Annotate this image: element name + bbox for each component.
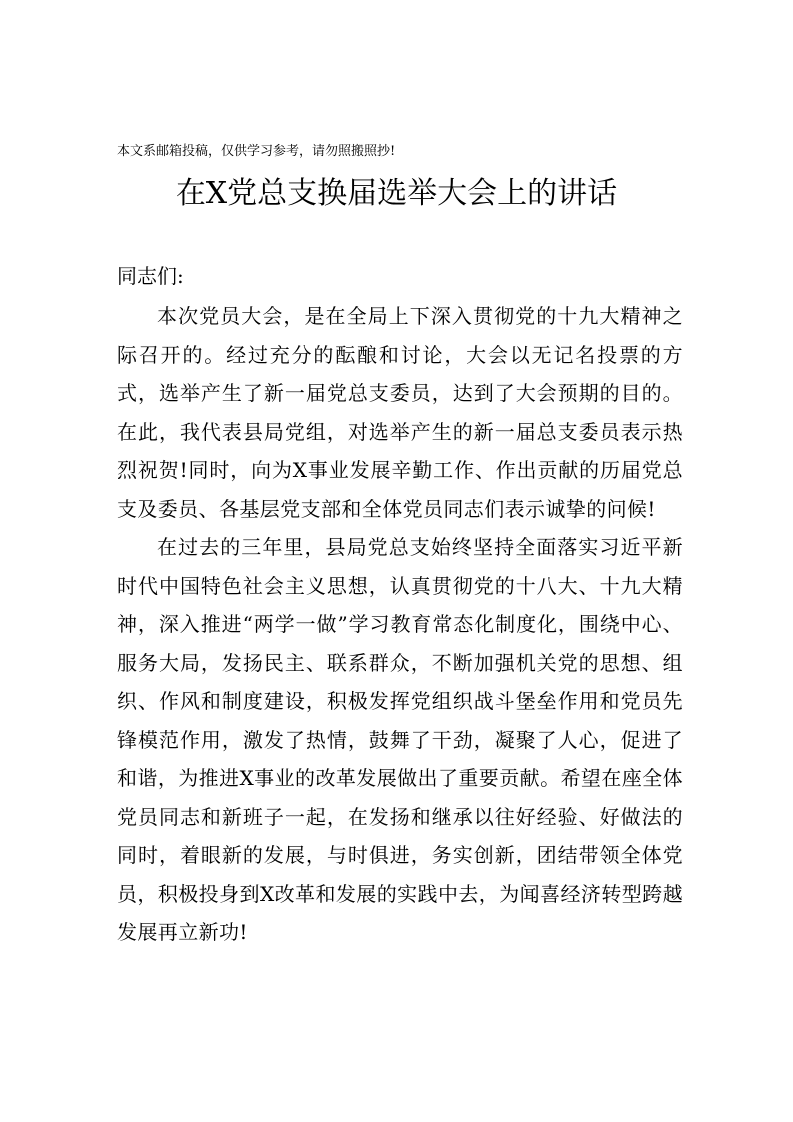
- paragraph-1: 本次党员大会，是在全局上下深入贯彻党的十九大精神之际召开的。经过充分的酝酿和讨论，大会以无记名投票的方式，选举产生了新一届党总支委员，达到了大会预期的目的。在此，我代表县局党组，对选举产生的新一届总支委员表示热烈祝贺!同时，向为X事业发展辛勤工作、作出贡献的历届党总支及委员、各基层党支部和全体党员同志们表示诚挚的问候!: [117, 304, 683, 521]
- paragraph-2: 在过去的三年里，县局党总支始终坚持全面落实习近平新时代中国特色社会主义思想，认真贯彻党的十八大、十九大精神，深入推进“两学一做”学习教育常态化制度化，围绕中心、服务大局，发扬民主、联系群众，不断加强机关党的思想、组织、作风和制度建设，积极发挥党组织战斗堡垒作用和党员先锋模范作用，激发了热情，鼓舞了干劲，凝聚了人心，促进了和谐，为推进X事业的改革发展做出了重要贡献。希望在座全体党员同志和新班子一起，在发扬和继承以往好经验、好做法的同时，着眼新的发展，与时俱进，务实创新，团结带领全体党员，积极投身到X改革和发展的实践中去，为闻喜经济转型跨越发展再立新功!: [117, 535, 683, 944]
- salutation: 同志们:: [117, 264, 184, 288]
- speech-title: 在X党总支换届选举大会上的讲话: [175, 176, 618, 211]
- disclaimer-notice: 本文系邮箱投稿，仅供学习参考，请勿照搬照抄!: [117, 144, 396, 159]
- speech-body: [117, 297, 683, 952]
